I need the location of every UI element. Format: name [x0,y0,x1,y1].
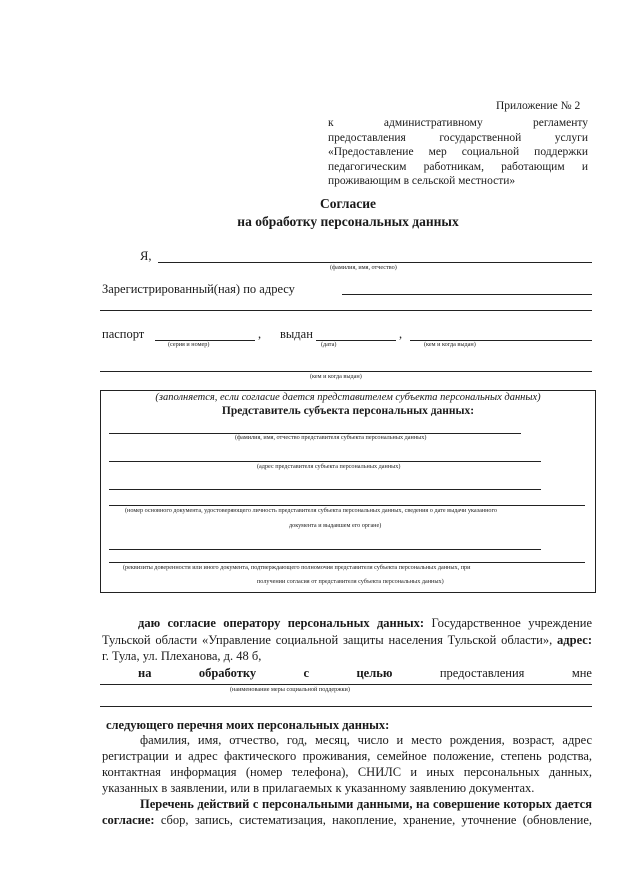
purpose-line [138,666,592,681]
representative-note: (заполняется, если согласие дается представителем субъекта персональных данных) [155,392,541,403]
purpose-word: предоставления [439,666,525,680]
registered-label: Зарегистрированный(ная) по адресу [102,282,295,296]
data-list-heading [106,718,389,733]
fio-field[interactable] [158,262,592,263]
representative-fio-hint: (фамилия, имя, отчество представителя субъекта персональных данных) [235,434,427,441]
actions-heading [140,797,592,812]
data-list-line: регистрации и адрес фактического проживания, семейное положение, степень родства, [102,749,592,763]
issued-by-field-2[interactable] [100,371,592,372]
representative-address-hint: (адрес представителя субъекта персональных данных) [257,463,401,470]
comma: , [399,327,403,341]
purpose-word: обработку [198,666,257,680]
representative-power-field-2[interactable] [109,562,585,563]
data-list-line: указанных в заявлении, или в прилагаемых к указанному заявлению документах. [102,781,535,795]
actions-line [102,813,592,828]
comma: , [258,327,262,341]
representative-address-field[interactable] [109,461,541,462]
representative-power-field[interactable] [109,549,541,550]
representative-document-field[interactable] [109,489,541,490]
representative-document-field-2[interactable] [109,505,585,506]
representative-section [100,390,596,593]
representative-power-hint-2: получении согласия от представителя субъекта персональных данных) [257,578,444,585]
regulation-line: педагогическим работникам, работающим и [328,160,588,173]
regulation-line: к административному регламенту [328,117,588,129]
operator-name: Государственное учреждение [424,616,592,630]
representative-document-hint-2: документа и выдавшем его органе) [289,522,382,529]
regulation-line: «Предоставление мер социальной поддержки [328,146,588,159]
representative-document-hint: (номер основного документа, удостоверяющего личность представителя субъекта персональных данных, сведения о дате выдачи указанного [125,507,498,514]
purpose-word: на [138,666,152,680]
consent-line-2 [102,633,592,648]
data-list-line: контактная информация (номер телефона), СНИЛС и иных персональных данных, [102,765,592,779]
issued-label: выдан [280,327,313,341]
address-field[interactable] [342,294,592,295]
appendix-label: Приложение № 2 [496,100,581,112]
issued-by-hint: (кем и когда выдан) [424,341,476,348]
actions-label: согласие: [102,813,155,827]
document-subtitle: на обработку персональных данных [237,214,459,229]
consent-bold: даю согласие оператору персональных данных: [138,616,425,630]
address-label: адрес: [552,633,592,647]
address-field-2[interactable] [100,310,592,311]
issued-by-hint-2: (кем и когда выдан) [310,373,362,380]
regulation-line: проживающим в сельской местности» [328,175,516,188]
passport-label: паспорт [102,327,145,341]
consent-line-1 [138,616,592,631]
date-hint: (дата) [321,341,337,348]
support-measure-field-2[interactable] [100,706,592,707]
data-list-line: фамилия, имя, отчество, год, месяц, число и место рождения, возраст, адрес [140,733,592,747]
regulation-reference [328,116,588,189]
operator-full-name: Тульской области «Управление социальной защиты населения Тульской области», [102,633,553,647]
ya-label: Я, [140,249,152,263]
operator-address: г. Тула, ул. Плеханова, д. 48 б, [102,649,262,663]
purpose-word: с [303,666,310,680]
representative-power-hint: (реквизиты доверенности или иного документа, подтверждающего полномочия представителя субъекта персональных данных, при [123,564,471,571]
data-list-heading-text: следующего перечня моих персональных данных: [106,718,390,732]
support-measure-field[interactable] [100,684,592,685]
document-title: Согласие [319,196,377,211]
representative-heading: Представитель субъекта персональных данных: [221,405,475,417]
purpose-word: целью [356,666,393,680]
actions-list: сбор, запись, систематизация, накопление, хранение, уточнение (обновление, [154,813,592,827]
purpose-word: мне [571,666,592,680]
actions-heading-text: Перечень действий с персональными данными, на совершение которых дается [140,797,592,811]
passport-hint: (серия и номер) [168,341,210,348]
support-measure-hint: (наименование меры социальной поддержки) [230,686,350,693]
regulation-line: предоставления государственной услуги [328,131,588,144]
fio-hint: (фамилия, имя, отчество) [330,264,397,271]
